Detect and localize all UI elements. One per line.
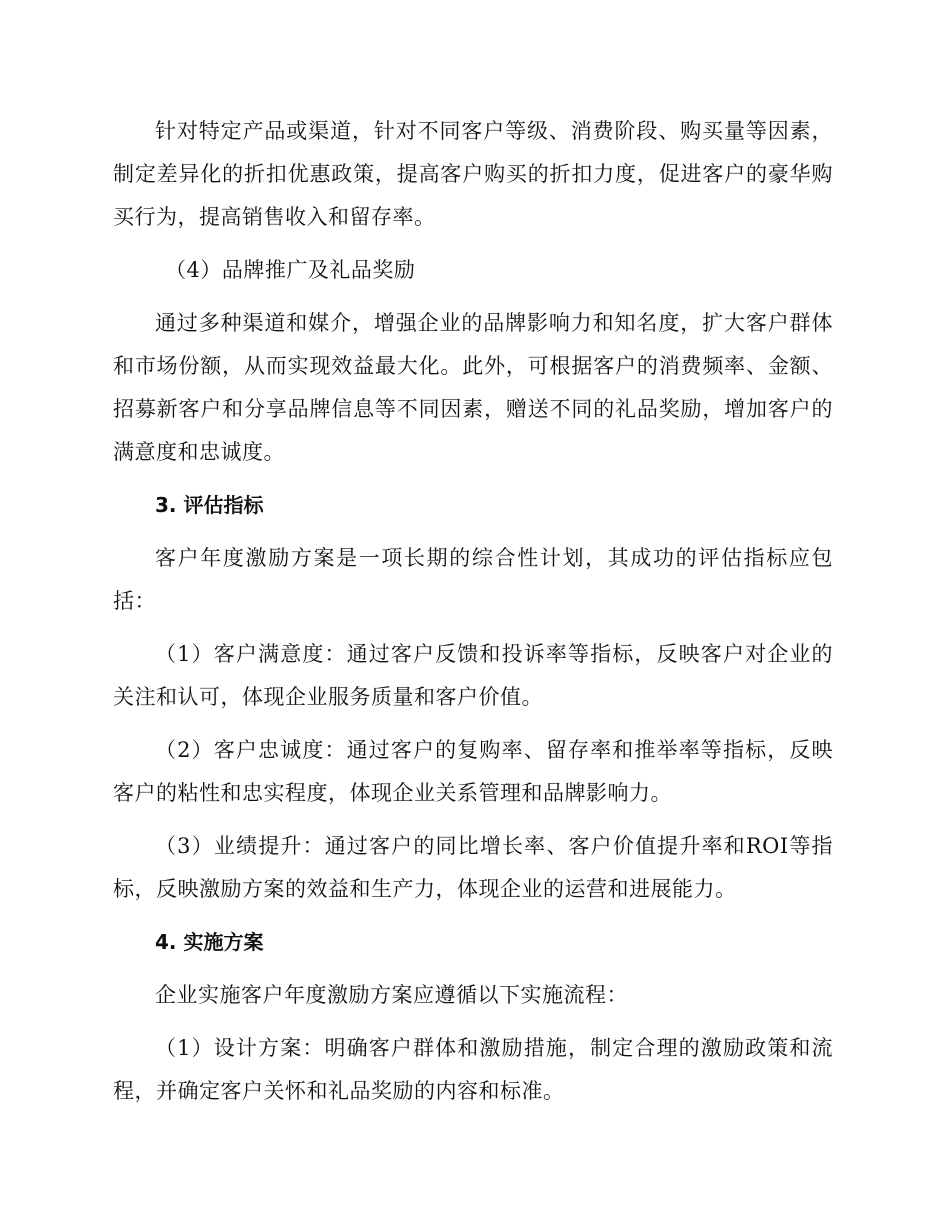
list-item-customer-loyalty: （2）客户忠诚度：通过客户的复购率、留存率和推举率等指标，反映客户的粘性和忠实程度，体现企业关系管理和品牌影响力。: [113, 738, 833, 805]
paragraph-implementation-intro: 企业实施客户年度激励方案应遵循以下实施流程：: [155, 983, 628, 1007]
paragraph-evaluation-intro: 客户年度激励方案是一项长期的综合性计划，其成功的评估指标应包括：: [113, 546, 833, 613]
paragraph-brand-promotion: 通过多种渠道和媒介，增强企业的品牌影响力和知名度，扩大客户群体和市场份额，从而实现效益最大化。此外，可根据客户的消费频率、金额、招募新客户和分享品牌信息等不同因素，赠送不同的礼品奖励，增加客户的满意度和忠诚度。: [113, 311, 833, 464]
list-item-performance-improvement: （3）业绩提升：通过客户的同比增长率、客户价值提升率和ROI等指标，反映激励方案的效益和生产力，体现企业的运营和进展能力。: [113, 834, 833, 901]
list-item-brand-promotion-title: （4）品牌推广及礼品奖励: [165, 258, 416, 282]
list-item-design-plan: （1）设计方案：明确客户群体和激励措施，制定合理的激励政策和流程，并确定客户关怀和礼品奖励的内容和标准。: [113, 1036, 833, 1103]
paragraph-discount-policy: 针对特定产品或渠道，针对不同客户等级、消费阶段、购买量等因素，制定差异化的折扣优惠政策，提高客户购买的折扣力度，促进客户的豪华购买行为，提高销售收入和留存率。: [113, 119, 833, 229]
list-item-customer-satisfaction: （1）客户满意度：通过客户反馈和投诉率等指标，反映客户对企业的关注和认可，体现企业服务质量和客户价值。: [113, 642, 833, 709]
section-heading-evaluation: 3. 评估指标: [155, 493, 264, 517]
section-heading-implementation: 4. 实施方案: [155, 930, 264, 954]
document-body: [113, 110, 833, 1113]
